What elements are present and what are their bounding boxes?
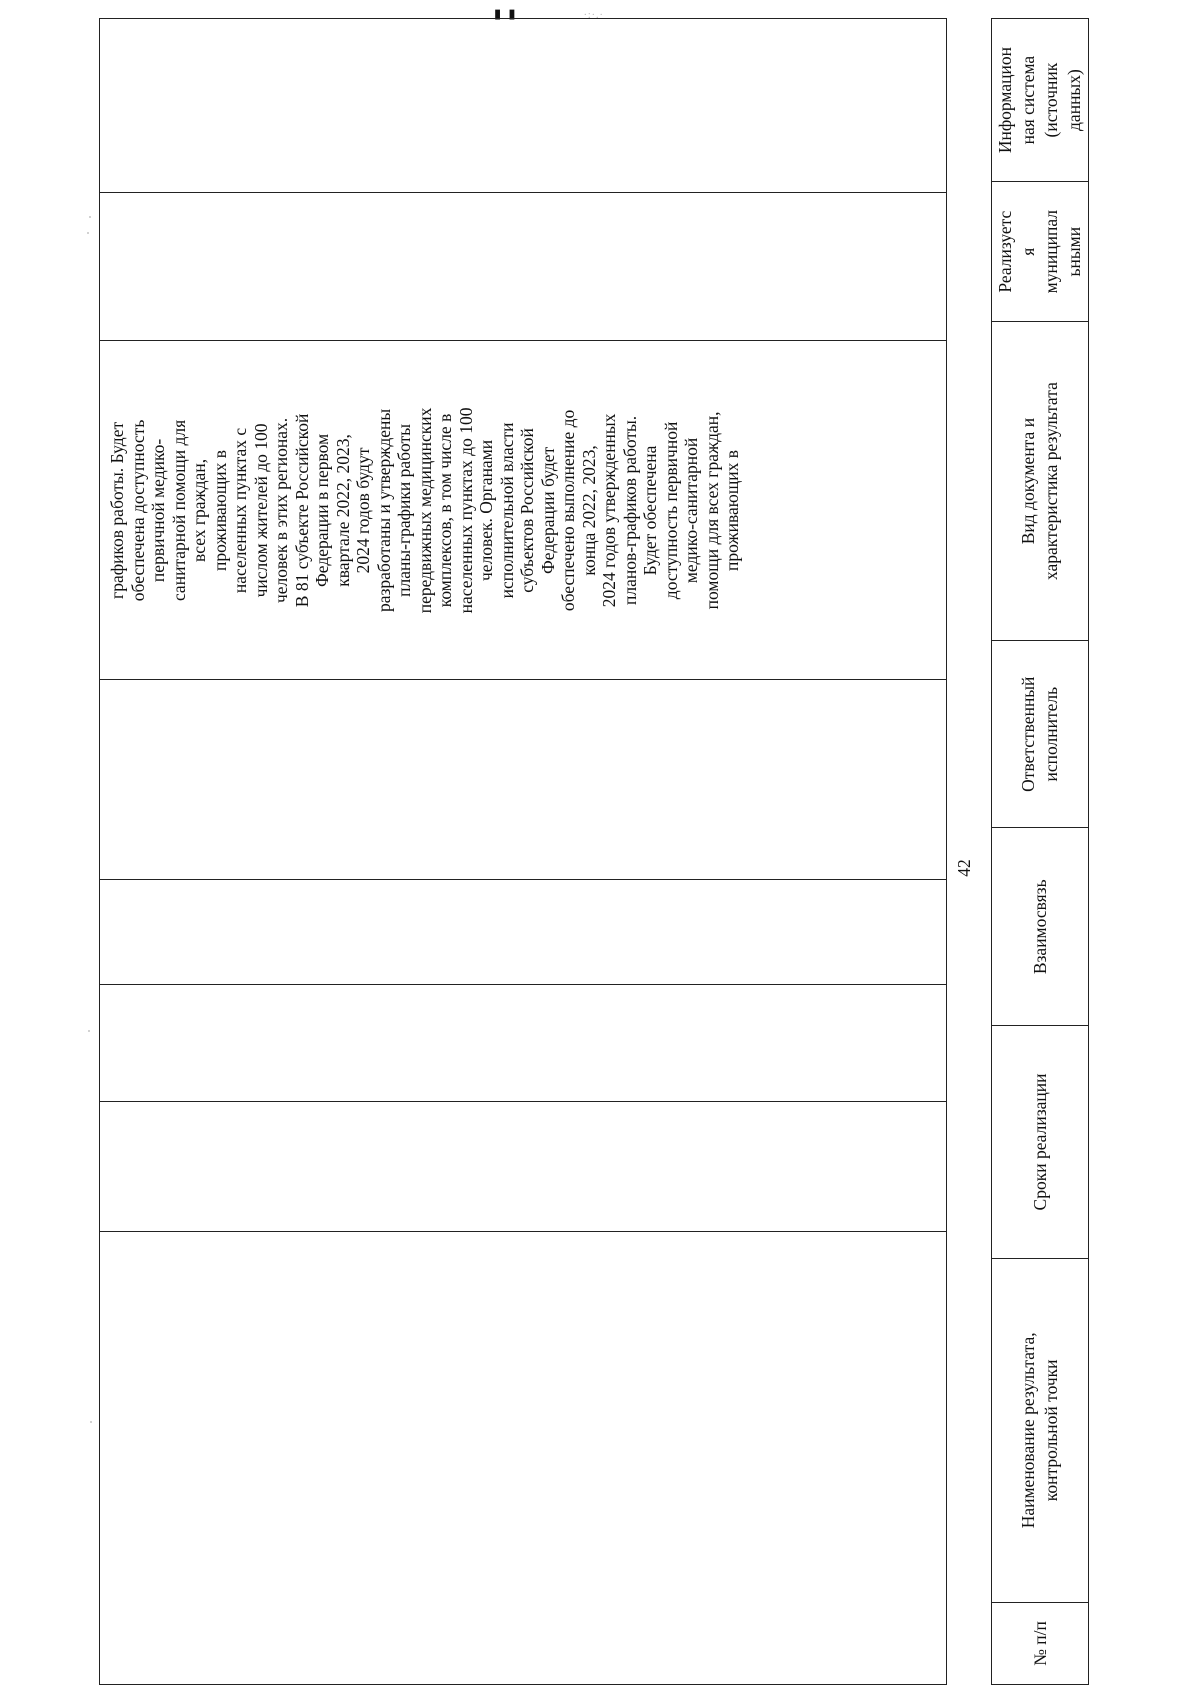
- document-description-line: Федерации будет: [537, 446, 558, 575]
- results-table-header: [991, 18, 1089, 1685]
- document-description-line: санитарной помощи для: [168, 419, 189, 602]
- column-header-deadline: Сроки реализации: [992, 1026, 1089, 1259]
- scan-speck: [88, 1030, 90, 1032]
- municipal-cell: [100, 192, 947, 341]
- result-name-cell: [100, 1232, 947, 1685]
- scan-speck: [90, 1421, 92, 1423]
- column-header-executor: Ответственный исполнитель: [992, 641, 1089, 828]
- document-description-line: Федерации в первом: [312, 433, 332, 588]
- relation-cell: [100, 984, 947, 1102]
- document-description-line: 2024 годов будут: [353, 447, 373, 574]
- document-description-text: [100, 341, 743, 679]
- document-description-line: доступность первичной: [660, 421, 681, 600]
- document-description-line: конца 2022, 2023,: [578, 445, 599, 576]
- document-description-line: передвижных медицинских: [414, 407, 435, 614]
- table-row: [100, 19, 947, 1686]
- document-description-line: планов-графиков работы.: [619, 415, 640, 606]
- rotated-table-page: [99, 15, 1089, 1685]
- document-description-line: 2024 годов утвержденных: [599, 413, 619, 608]
- column-header-relation: Взаимосвязь: [992, 828, 1089, 1026]
- document-description-line: субъектов Российской: [517, 428, 537, 593]
- document-description-line: обеспечена доступность: [127, 419, 148, 602]
- document-description-line: помощи для всех граждан,: [701, 411, 722, 610]
- document-description-line: В 81 субъекте Российской: [291, 413, 312, 608]
- column-header-number: № п/п: [992, 1602, 1089, 1684]
- document-description-line: медико-санитарной: [681, 437, 701, 584]
- document-description-line: человек. Органами: [476, 439, 496, 581]
- document-description-line: комплексов, в том числе в: [435, 413, 455, 608]
- document-description-line: проживающих в: [722, 449, 742, 571]
- executor-cell: [100, 680, 947, 879]
- document-description-line: планы-графики работы: [394, 424, 414, 597]
- document-description-line: человек в этих регионах.: [271, 417, 291, 604]
- document-description-line: населенных пунктах до 100: [455, 407, 476, 614]
- document-description-line: всех граждан,: [189, 458, 209, 562]
- document-description-line: первичной медико-: [148, 438, 168, 583]
- page-number: 42: [954, 859, 974, 877]
- document-description-line: населенных пунктах с: [230, 427, 250, 594]
- document-description-line: квартале 2022, 2023,: [332, 434, 353, 587]
- column-header-result-name: Наименование результата, контрольной точки: [992, 1258, 1089, 1602]
- relation-cell-continued: [100, 879, 947, 984]
- column-header-document: Вид документа и характеристика результата: [992, 322, 1089, 641]
- document-description-cell: [100, 341, 947, 680]
- results-table-body: [99, 18, 947, 1685]
- document-description-line: графиков работы. Будет: [107, 421, 127, 599]
- document-description-line: Будет обеспечена: [640, 445, 660, 576]
- scan-marks: ▮ ▮ ·:·.·: [494, 6, 604, 21]
- document-description-line: проживающих в: [209, 449, 230, 571]
- info-system-cell: [100, 19, 947, 193]
- document-description-line: обеспечено выполнение до: [558, 409, 578, 612]
- document-description-line: числом жителей до 100: [250, 423, 271, 598]
- column-header-municipal: Реализуетс я муниципал ьными: [992, 182, 1089, 322]
- deadline-cell: [100, 1102, 947, 1232]
- scan-speck: [89, 216, 91, 218]
- document-description-line: исполнительной власти: [496, 422, 517, 599]
- column-header-info-system: Информацион ная система (источник данных): [992, 19, 1089, 182]
- scan-speck: [87, 232, 89, 234]
- header-row: [992, 19, 1089, 1685]
- document-description-line: разработаны и утверждены: [373, 408, 394, 613]
